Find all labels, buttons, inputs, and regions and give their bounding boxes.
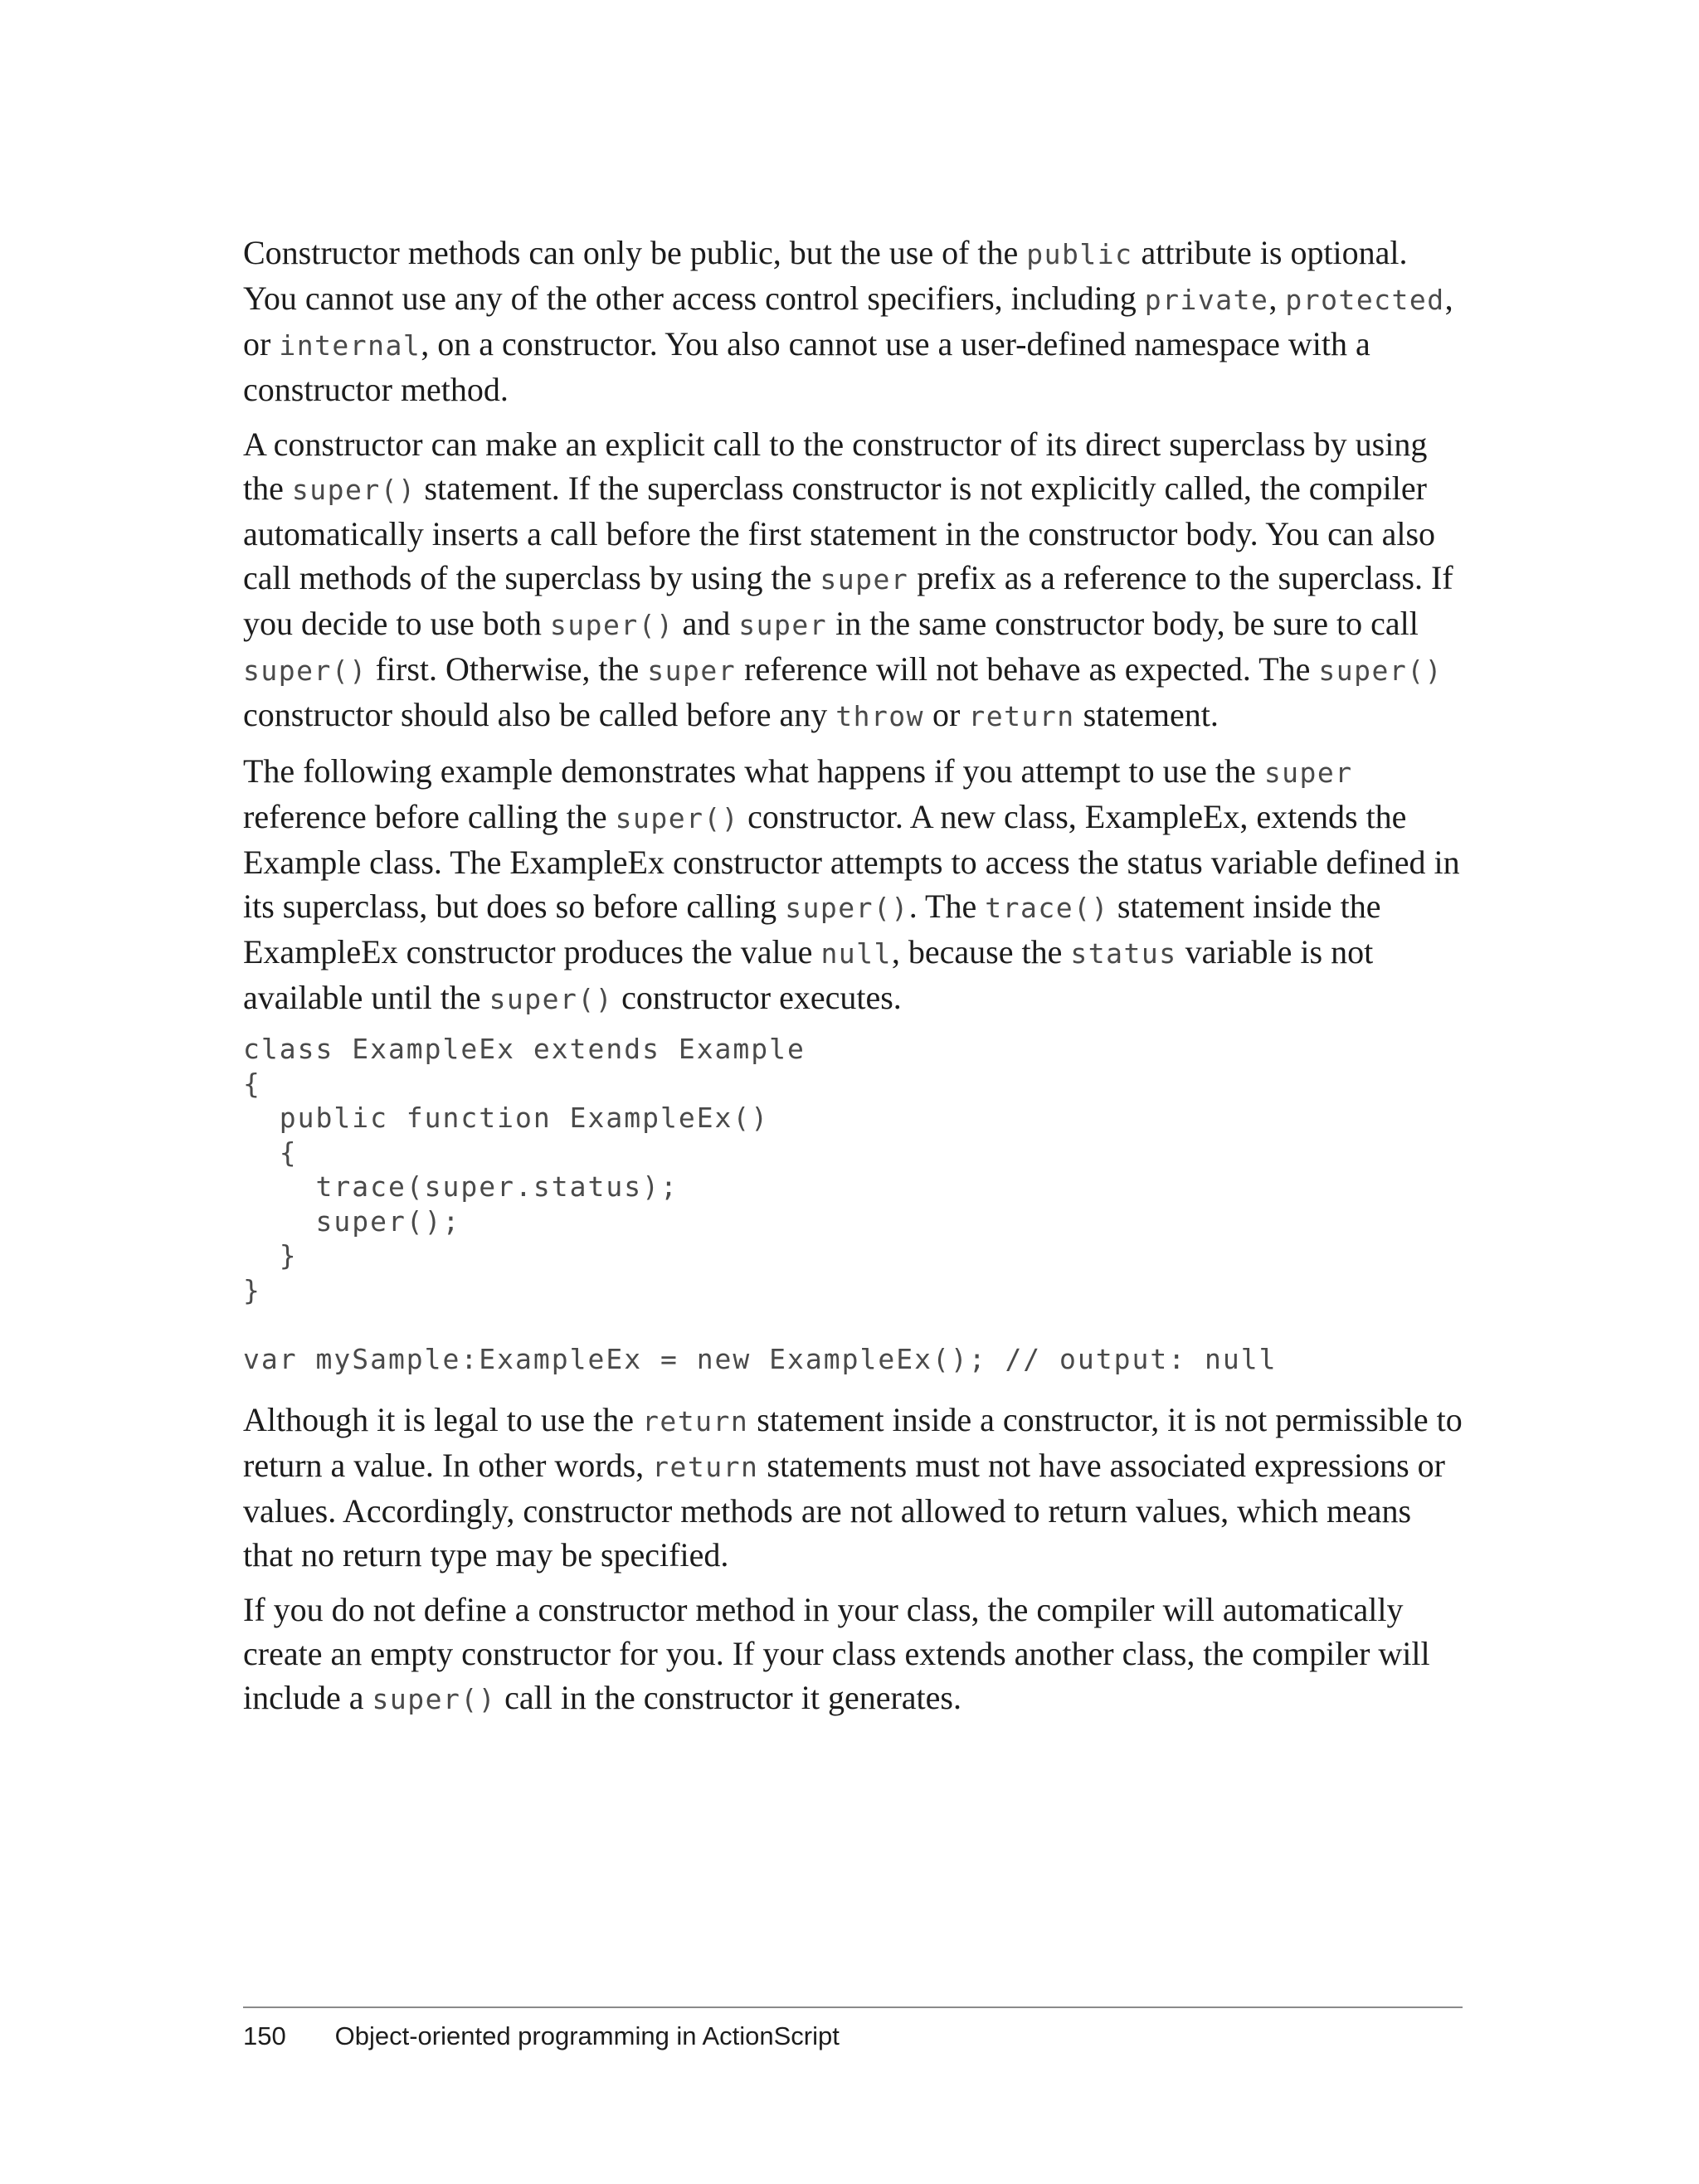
code-line xyxy=(243,1307,1463,1342)
inline-code: return xyxy=(652,1451,759,1483)
inline-code: super() xyxy=(372,1683,497,1715)
inline-code: super() xyxy=(785,892,909,924)
inline-code: return xyxy=(642,1405,749,1437)
code-line: { xyxy=(243,1067,261,1100)
code-line: } xyxy=(243,1239,298,1272)
paragraph-text: . The xyxy=(908,888,986,925)
paragraph-text: and xyxy=(674,605,739,642)
code-line: class ExampleEx extends Example xyxy=(243,1033,806,1065)
inline-code: super() xyxy=(489,983,614,1015)
inline-code: super() xyxy=(291,474,416,506)
paragraph-text: statement inside a constructor, it is not permissible to return a value. In other words, xyxy=(243,1401,1463,1484)
inline-code: throw xyxy=(835,700,925,732)
page-body xyxy=(243,231,1463,1732)
paragraph-text: first. Otherwise, the xyxy=(367,650,648,688)
paragraph-text: attribute is optional. You cannot use any of the other access control specifiers, including xyxy=(243,234,1408,317)
chapter-title: Object-oriented programming in ActionScript xyxy=(334,2021,840,2050)
paragraph-text: , on a constructor. You also cannot use a user-defined namespace with a constructor method. xyxy=(243,325,1370,408)
footer-divider xyxy=(243,2006,1463,2008)
code-line: { xyxy=(243,1136,298,1169)
paragraph-text: constructor should also be called before any xyxy=(243,696,836,733)
paragraph-text: constructor executes. xyxy=(613,979,902,1016)
code-line: super(); xyxy=(243,1204,461,1238)
paragraph xyxy=(243,1588,1463,1721)
page-footer xyxy=(243,2021,840,2051)
inline-code: super xyxy=(647,654,737,687)
paragraph-text: variable is not available until the xyxy=(243,933,1374,1016)
inline-code: super() xyxy=(1318,654,1443,687)
inline-code: status xyxy=(1070,937,1177,970)
paragraph-text: reference before calling the xyxy=(243,798,616,835)
paragraph-text: prefix as a reference to the superclass. If you decide to use both xyxy=(243,559,1453,642)
inline-code: public xyxy=(1026,238,1133,270)
paragraph xyxy=(243,422,1463,738)
paragraph-text: Constructor methods can only be public, but the use of the xyxy=(243,234,1027,271)
paragraph-text: in the same constructor body, be sure to call xyxy=(827,605,1419,642)
inline-code: super xyxy=(1263,756,1353,789)
paragraph-text: statement. xyxy=(1074,696,1219,733)
paragraph-text: , or xyxy=(243,280,1453,362)
paragraph-text: reference will not behave as expected. The xyxy=(736,650,1319,688)
inline-code: super() xyxy=(243,654,368,687)
paragraph-text: call in the constructor it generates. xyxy=(496,1679,961,1716)
paragraph xyxy=(243,231,1463,411)
inline-code: super xyxy=(738,609,828,641)
paragraph-text: constructor. A new class, ExampleEx, extends the Example class. The ExampleEx constructor attempts to access the status variable defined in its superclass, but does so before calling xyxy=(243,798,1460,925)
code-line: trace(super.status); xyxy=(243,1170,679,1203)
paragraph-text: or xyxy=(924,696,969,733)
paragraph-text: Although it is legal to use the xyxy=(243,1401,643,1438)
code-line: var mySample:ExampleEx = new ExampleEx(); // output: null xyxy=(243,1342,1278,1375)
inline-code: internal xyxy=(279,329,421,362)
paragraph xyxy=(243,749,1463,1021)
code-line: } xyxy=(243,1273,261,1306)
code-example xyxy=(243,1032,1463,1376)
paragraph-text: , xyxy=(1268,280,1286,317)
inline-code: null xyxy=(820,937,892,970)
inline-code: protected xyxy=(1285,284,1445,316)
paragraph xyxy=(243,1398,1463,1577)
paragraph-text: A constructor can make an explicit call to the constructor of its direct superclass by using the xyxy=(243,426,1428,507)
inline-code: super xyxy=(820,563,909,596)
paragraph-text: statement. If the superclass constructor is not explicitly called, the compiler automatically inserts a call before the first statement in the constructor body. You can also call methods of the superclass by using the xyxy=(243,469,1436,596)
paragraph-text: , because the xyxy=(891,933,1071,970)
paragraphs-before-code xyxy=(243,231,1463,1021)
inline-code: return xyxy=(968,700,1075,732)
paragraph-text: statements must not have associated expressions or values. Accordingly, constructor methods are not allowed to return values, which means that no return type may be specified. xyxy=(243,1447,1445,1574)
inline-code: private xyxy=(1144,284,1269,316)
code-line: public function ExampleEx() xyxy=(243,1102,770,1134)
paragraphs-after-code xyxy=(243,1398,1463,1721)
paragraph-text: If you do not define a constructor method in your class, the compiler will automatically create an empty constructor for you. If your class extends another class, the compiler will include a xyxy=(243,1591,1430,1716)
paragraph-text: statement inside the ExampleEx constructor produces the value xyxy=(243,888,1381,970)
page-number: 150 xyxy=(243,2021,286,2050)
inline-code: super() xyxy=(615,802,740,834)
inline-code: super() xyxy=(549,609,674,641)
paragraph-text: The following example demonstrates what happens if you attempt to use the xyxy=(243,752,1264,790)
inline-code: trace() xyxy=(985,892,1109,924)
